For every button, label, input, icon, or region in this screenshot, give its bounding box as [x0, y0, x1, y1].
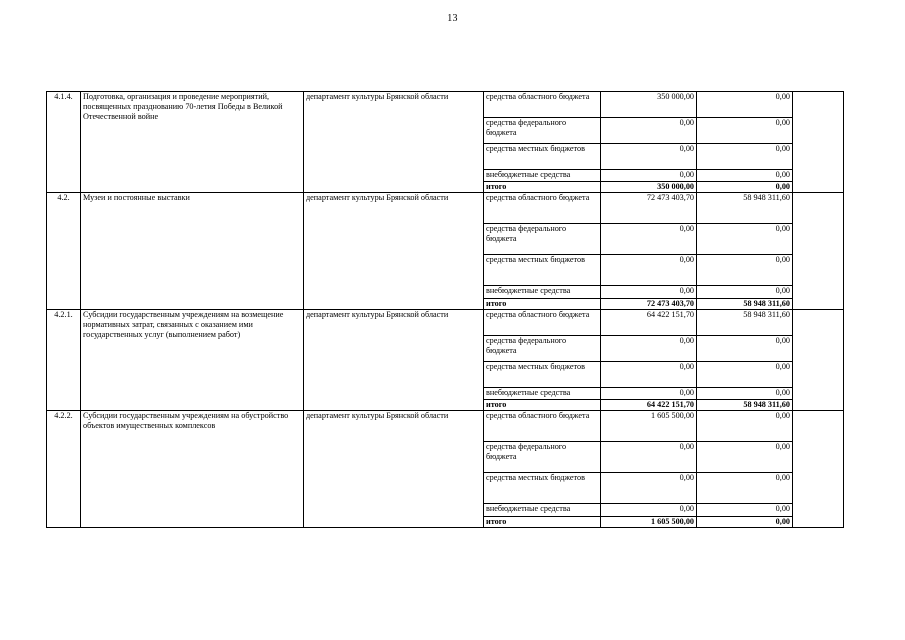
total-amount-1: 72 473 403,70	[601, 299, 697, 310]
amount-1: 0,00	[601, 362, 697, 388]
amount-1: 0,00	[601, 388, 697, 400]
section-code: 4.2.1.	[47, 310, 81, 411]
total-amount-1: 64 422 151,70	[601, 400, 697, 411]
amount-2: 0,00	[697, 362, 793, 388]
funding-source: средства областного бюджета	[484, 92, 601, 118]
amount-1: 0,00	[601, 504, 697, 517]
amount-2: 0,00	[697, 286, 793, 299]
amount-1: 0,00	[601, 255, 697, 286]
total-amount-2: 58 948 311,60	[697, 400, 793, 411]
section-department: департамент культуры Брянской области	[304, 193, 484, 310]
funding-source: средства федерального бюджета	[484, 224, 601, 255]
amount-1: 0,00	[601, 224, 697, 255]
section-department: департамент культуры Брянской области	[304, 310, 484, 411]
amount-1: 0,00	[601, 118, 697, 144]
total-label: итого	[484, 517, 601, 528]
section-description: Подготовка, организация и проведение мероприятий, посвященных празднованию 70-летия Победы в Великой Отечественной войне	[81, 92, 304, 193]
table-row	[47, 411, 844, 442]
section-department: департамент культуры Брянской области	[304, 92, 484, 193]
section-code: 4.2.	[47, 193, 81, 310]
amount-2: 0,00	[697, 92, 793, 118]
total-label: итого	[484, 299, 601, 310]
funding-source: внебюджетные средства	[484, 388, 601, 400]
amount-1: 0,00	[601, 442, 697, 473]
amount-1: 64 422 151,70	[601, 310, 697, 336]
total-amount-2: 0,00	[697, 517, 793, 528]
amount-1: 0,00	[601, 144, 697, 170]
section-code: 4.1.4.	[47, 92, 81, 193]
total-label: итого	[484, 400, 601, 411]
funding-source: средства федерального бюджета	[484, 442, 601, 473]
amount-2: 0,00	[697, 504, 793, 517]
amount-2: 58 948 311,60	[697, 193, 793, 224]
funding-source: средства местных бюджетов	[484, 144, 601, 170]
amount-1: 1 605 500,00	[601, 411, 697, 442]
funding-source: средства областного бюджета	[484, 310, 601, 336]
amount-1: 0,00	[601, 336, 697, 362]
amount-2: 0,00	[697, 411, 793, 442]
funding-source: средства областного бюджета	[484, 193, 601, 224]
table-row	[47, 310, 844, 336]
funding-source: средства областного бюджета	[484, 411, 601, 442]
amount-2: 0,00	[697, 118, 793, 144]
total-label: итого	[484, 182, 601, 193]
funding-source: средства федерального бюджета	[484, 336, 601, 362]
funding-source: средства местных бюджетов	[484, 473, 601, 504]
amount-2: 0,00	[697, 144, 793, 170]
page-number: 13	[447, 13, 458, 24]
amount-2: 0,00	[697, 224, 793, 255]
funding-source: внебюджетные средства	[484, 504, 601, 517]
amount-2: 0,00	[697, 255, 793, 286]
funding-source: средства местных бюджетов	[484, 255, 601, 286]
amount-2: 58 948 311,60	[697, 310, 793, 336]
amount-2: 0,00	[697, 336, 793, 362]
total-amount-2: 58 948 311,60	[697, 299, 793, 310]
budget-table-body	[47, 92, 844, 528]
amount-2: 0,00	[697, 442, 793, 473]
notes-cell	[793, 92, 844, 193]
funding-source: средства федерального бюджета	[484, 118, 601, 144]
amount-1: 350 000,00	[601, 92, 697, 118]
total-amount-1: 1 605 500,00	[601, 517, 697, 528]
funding-source: внебюджетные средства	[484, 286, 601, 299]
amount-2: 0,00	[697, 388, 793, 400]
notes-cell	[793, 193, 844, 310]
amount-1: 0,00	[601, 473, 697, 504]
funding-source: внебюджетные средства	[484, 170, 601, 182]
section-description: Субсидии государственным учреждениям на возмещение нормативных затрат, связанных с оказанием ими государственных услуг (выполнением работ)	[81, 310, 304, 411]
amount-1: 0,00	[601, 170, 697, 182]
section-description: Музеи и постоянные выставки	[81, 193, 304, 310]
table-row	[47, 92, 844, 118]
budget-table	[46, 91, 844, 528]
funding-source: средства местных бюджетов	[484, 362, 601, 388]
notes-cell	[793, 411, 844, 528]
amount-2: 0,00	[697, 473, 793, 504]
amount-1: 72 473 403,70	[601, 193, 697, 224]
section-department: департамент культуры Брянской области	[304, 411, 484, 528]
notes-cell	[793, 310, 844, 411]
total-amount-2: 0,00	[697, 182, 793, 193]
section-description: Субсидии государственным учреждениям на обустройство объектов имущественных комплексов	[81, 411, 304, 528]
amount-1: 0,00	[601, 286, 697, 299]
amount-2: 0,00	[697, 170, 793, 182]
table-row	[47, 193, 844, 224]
section-code: 4.2.2.	[47, 411, 81, 528]
total-amount-1: 350 000,00	[601, 182, 697, 193]
